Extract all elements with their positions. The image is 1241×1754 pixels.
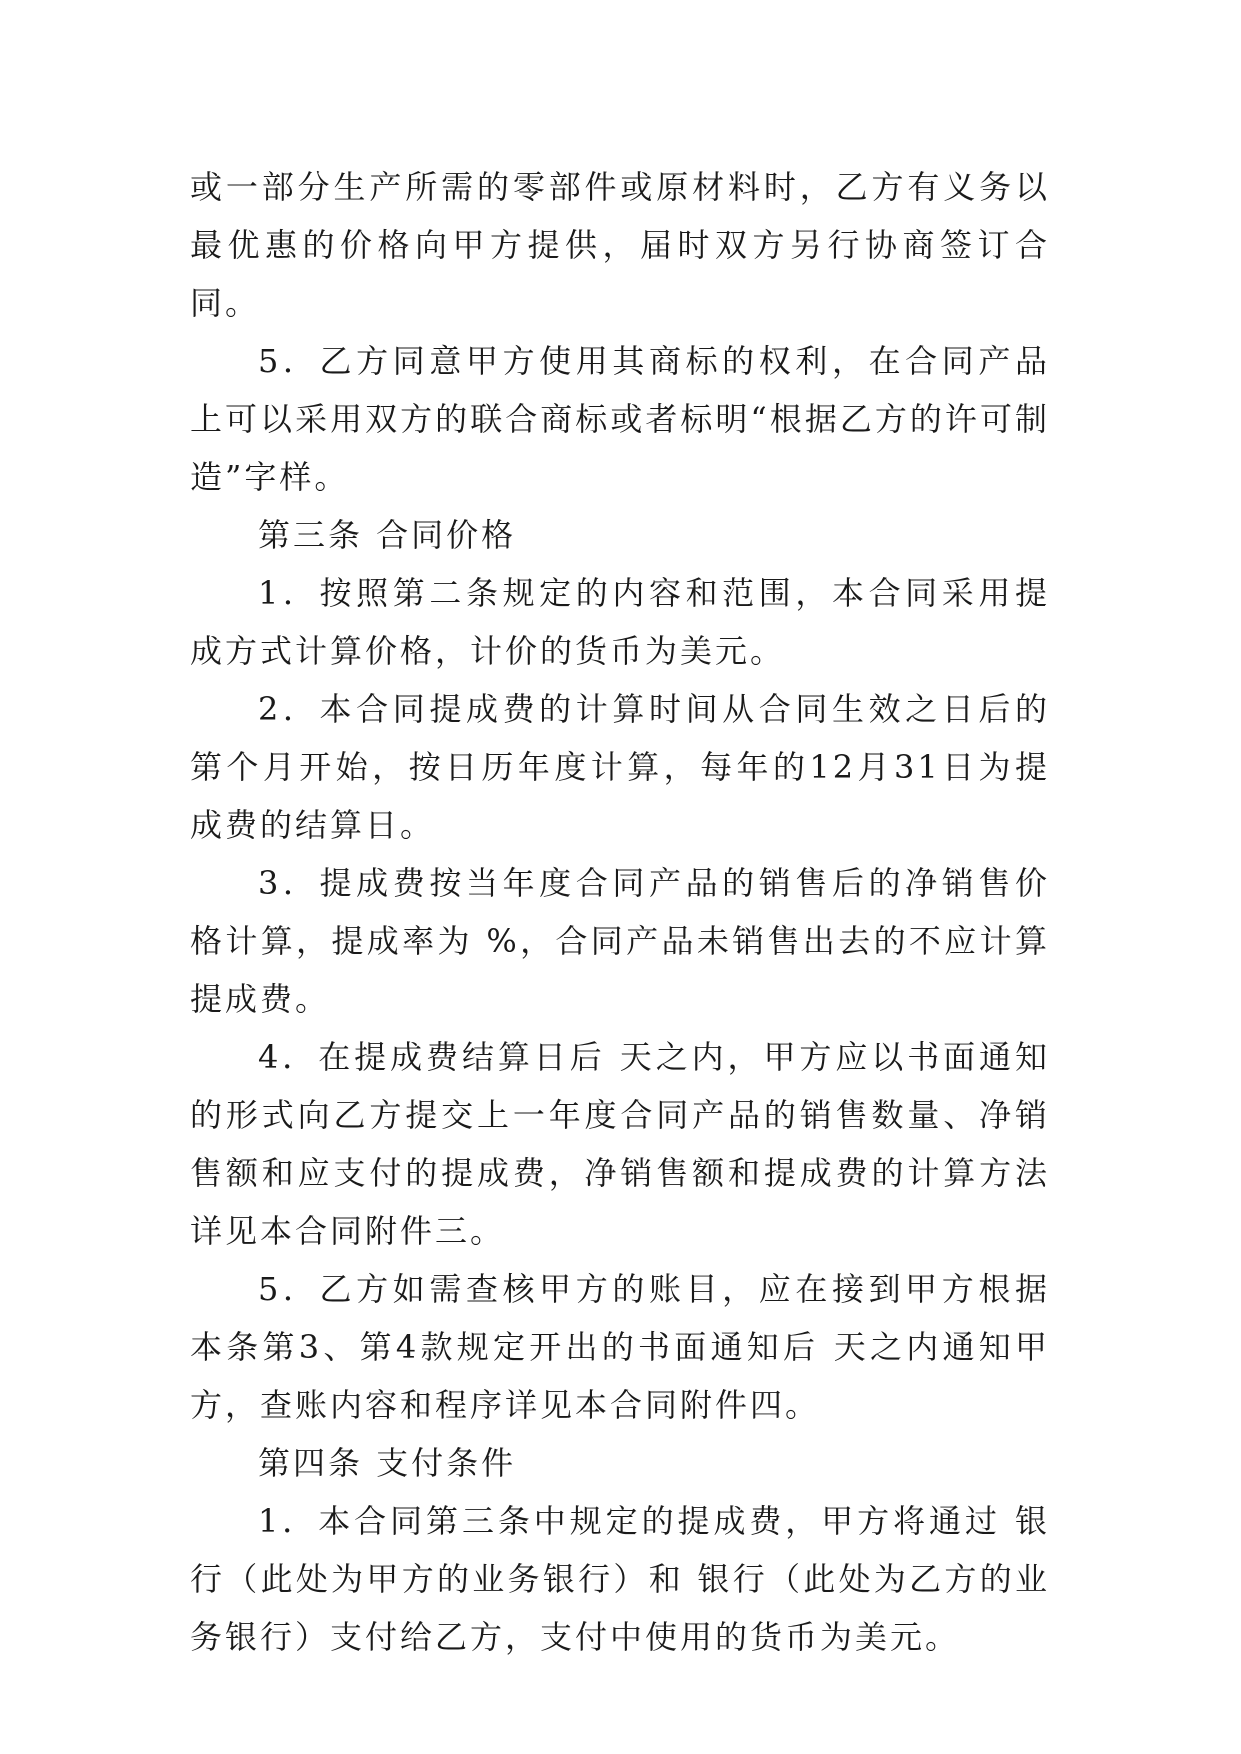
- paragraph-clause-3-3: 3．提成费按当年度合同产品的销售后的净销售价格计算，提成率为 %，合同产品未销售出去的不应计算提成费。: [190, 864, 1050, 1018]
- paragraph-clause-3-4: 4．在提成费结算日后 天之内，甲方应以书面通知的形式向乙方提交上一年度合同产品的销售数量、净销售额和应支付的提成费，净销售额和提成费的计算方法详见本合同附件三。: [190, 1038, 1050, 1250]
- article-4-heading: 第四条 支付条件: [258, 1444, 517, 1482]
- paragraph-clause-3-1: 1．按照第二条规定的内容和范围，本合同采用提成方式计算价格，计价的货币为美元。: [190, 574, 1050, 670]
- paragraph-continuation: 或一部分生产所需的零部件或原材料时，乙方有义务以最优惠的价格向甲方提供，届时双方另行协商签订合同。: [190, 168, 1050, 322]
- paragraph-clause-3-2: 2．本合同提成费的计算时间从合同生效之日后的第个月开始，按日历年度计算，每年的12月31日为提成费的结算日。: [190, 690, 1050, 844]
- paragraph-clause-3-5: 5．乙方如需查核甲方的账目，应在接到甲方根据本条第3、第4款规定开出的书面通知后 天之内通知甲方，查账内容和程序详见本合同附件四。: [190, 1270, 1050, 1424]
- article-3-heading: 第三条 合同价格: [258, 516, 517, 554]
- paragraph-clause-2-5: 5．乙方同意甲方使用其商标的权利，在合同产品上可以采用双方的联合商标或者标明“根据乙方的许可制造”字样。: [190, 342, 1050, 496]
- paragraph-clause-4-1: 1．本合同第三条中规定的提成费，甲方将通过 银行（此处为甲方的业务银行）和 银行（此处为乙方的业务银行）支付给乙方，支付中使用的货币为美元。: [190, 1502, 1050, 1656]
- document-body: [190, 158, 1050, 1666]
